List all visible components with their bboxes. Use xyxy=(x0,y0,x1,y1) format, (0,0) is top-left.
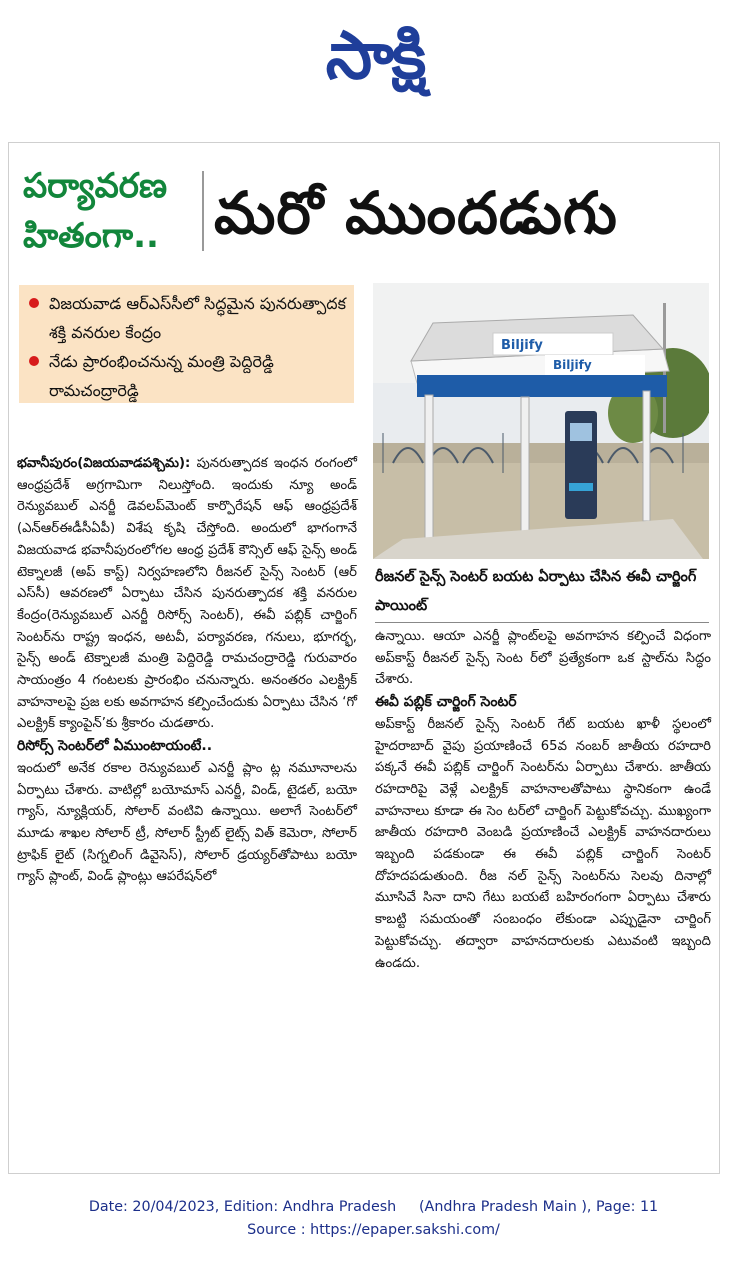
divider xyxy=(202,171,204,251)
edition-info: Date: 20/04/2023, Edition: Andhra Pradesh (Andhra Pradesh Main ), Page: 11 xyxy=(88,1199,659,1215)
subheading: ఈవీ పబ్లిక్‌ చార్జింగ్‌ సెంటర్‌ xyxy=(375,694,517,711)
caption-divider xyxy=(375,622,709,623)
signage-text-1: Biljify xyxy=(501,338,543,353)
article-paragraph xyxy=(17,453,357,735)
kicker: పర్యావరణ హితంగా.. xyxy=(23,166,168,256)
highlights-box xyxy=(19,285,354,403)
paragraph-text: పునరుత్పాదక ఇంధన రంగంలో ఆంధ్రప్రదేశ్‌ అగ్రగామిగా నిలుస్తోంది. ఇందుకు న్యూ అండ్‌ రెన్యువబుల్‌ ఎనర్జీ డెవలప్‌మెంట్‌ కార్పొరేషన్‌ ఆఫ్‌ ఆంధ్రప్రదేశ్‌ (ఎన్‌ఆర్‌ఈడీసీఏపీ) విశేష కృషి చేస్తోంది. అందులో భాగంగానే విజయవాడ భవానీపురంలోగల ఆంధ్ర ప్రదేశ్‌ కౌన్సిల్‌ ఆఫ్‌ సైన్స్‌ అండ్‌ టెక్నాలజీ (అప్‌ కాస్ట్‌) నిర్వహణలోని రీజనల్‌ సైన్స్‌ సెంటర్‌ (ఆర్‌ ఎస్‌సీ) ఆవరణలో ఏర్పాటు చేసిన పునరుత్పాదక శక్తి వనరుల కేంద్రం(రెన్యువబుల్‌ ఎనర్జీ రిసోర్స్‌ సెంటర్‌), ఈవీ పబ్లిక్‌ చార్జింగ్‌ సెంటర్‌ను రాష్ట్ర ఇంధన, అటవీ, పర్యావరణ, గనులు, భూగర్భ, సైన్స్‌ అండ్‌ టెక్నాలజీ మంత్రి పెద్దిరెడ్డి రామచంద్రారెడ్డి గురువారం సాయంత్రం 4 గంటలకు ప్రారంభిం చనున్నారు. అనంతరం ఎలక్ట్రిక్‌ వాహనాలపై ప్రజ లకు అవగాహన కల్పించేందుకు ఏర్పాటు చేసిన ‘గో ఎలక్ట్రిక్‌ క్యాంపైన్‌’కు శ్రీకారం చుడతారు. xyxy=(17,456,357,732)
masthead xyxy=(0,0,747,120)
sakshi-logo: సాక్షి xyxy=(325,17,425,94)
signage-text-2: Biljify xyxy=(553,358,592,372)
article-paragraph: ఇందులో అనేక రకాల రెన్యువబుల్‌ ఎనర్జీ ప్లాం ట్ల నమూనాలను ఏర్పాటు చేశారు. వాటిల్లో బయోమాస్‌ ఎనర్జీ, విండ్‌, టైడల్‌, బయో గ్యాస్‌, న్యూక్లియర్‌, సోలార్‌ వంటివి ఉన్నాయి. అలాగే సెంటర్‌లో మూడు శాఖల సోలార్‌ ట్రీ, సోలార్‌ స్ట్రీట్‌ లైట్స్‌ విత్‌ కెమెరా, సోలార్‌ ట్రాఫిక్‌ లైట్‌ (సిగ్నలింగ్‌ డివైసెస్‌), సోలార్‌ డ్రయ్యర్‌తోపాటు బయో గ్యాస్‌ ప్లాంట్‌, విండ్‌ ప్లాంట్లు ఆపరేషన్‌లో xyxy=(17,760,357,885)
dateline: భవానీపురం(విజయవాడపశ్చిమ): xyxy=(17,456,191,471)
photo-caption: రీజనల్‌ సైన్స్‌ సెంటర్‌ బయట ఏర్పాటు చేసిన ఈవీ చార్జింగ్‌ పాయింట్‌ xyxy=(375,569,697,614)
subheading: రిసోర్స్‌ సెంటర్‌లో ఏముంటాయంటే.. xyxy=(17,738,213,755)
article-column-right xyxy=(375,626,711,974)
highlight-text: నేడు ప్రారంభించనున్న మంత్రి పెద్దిరెడ్డి రామచంద్రారెడ్డి xyxy=(49,352,274,400)
footer xyxy=(0,1196,747,1242)
article-paragraph: ఉన్నాయి. ఆయా ఎనర్జీ ప్లాంట్‌లపై అవగాహన కల్పించే విధంగా అప్‌కాస్ట్‌ రీజనల్‌ సైన్స్‌ సెంట ర్‌లో ప్రత్యేకంగా ఒక స్టాల్‌ను సిద్ధం చేశారు. xyxy=(375,629,711,688)
article-column-left xyxy=(17,453,357,888)
article-paragraph: అప్‌కాస్ట్‌ రీజనల్‌ సైన్స్‌ సెంటర్‌ గేట్‌ బయట ఖాళీ స్థలంలో హైదరాబాద్‌ వైపు ప్రయాణించే 65వ నంబర్‌ జాతీయ రహదారి పక్కనే ఈవీ పబ్లిక్‌ చార్జింగ్‌ సెంటర్‌ను ఏర్పాటు చేశారు. జాతీయ రహదారిపై వెళ్లే ఎలక్ట్రిక్‌ వాహనాలతోపాటు స్థానికంగా ఉండే వాహనాలు కూడా ఈ సెం టర్‌లో చార్జింగ్‌ పెట్టుకోవచ్చు. ముఖ్యంగా జాతీయ రహదారి వెంబడి ప్రయాణించే ఎలక్ట్రిక్‌ వాహనదారులు ఇబ్బంది పడకుండా ఈ ఈవీ పబ్లిక్‌ చార్జింగ్‌ సెంటర్‌ దోహదపడుతుంది. రీజ నల్‌ సైన్స్‌ సెంటర్‌ను సెలవు దినాల్లో మూసివే సినా దాని గేటు బయటే బహిరంగంగా ఏర్పాటు చేశారు కాబట్టి సమయంతో సంబంధం లేకుండా ఎప్పుడైనా చార్జింగ్‌ పెట్టుకోవచ్చు. తద్వారా వాహనదారులకు ఎటువంటి ఇబ్బంది ఉండదు. xyxy=(375,716,711,971)
newspaper-clipping xyxy=(8,142,720,1174)
source-link[interactable]: Source : https://epaper.sakshi.com/ xyxy=(247,1222,500,1238)
headline: మరో ముందడుగు xyxy=(214,179,618,247)
highlight-text: విజయవాడ ఆర్‌ఎస్‌సీలో సిద్ధమైన పునరుత్పాదక శక్తి వనరుల కేంద్రం xyxy=(49,294,346,342)
bullet-icon xyxy=(29,356,39,366)
ev-charging-photo xyxy=(373,283,709,559)
bullet-icon xyxy=(29,298,39,308)
